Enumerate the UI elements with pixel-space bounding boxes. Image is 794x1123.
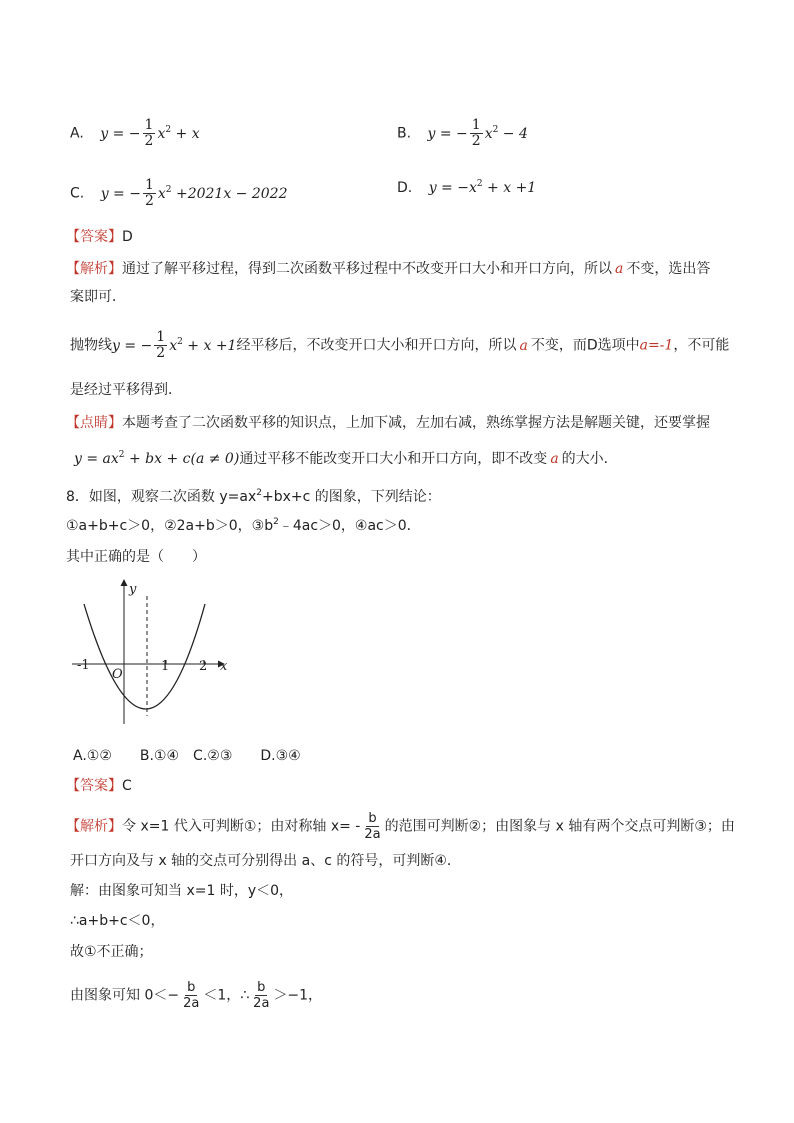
comment-label: 【点睛】 [66, 415, 122, 431]
answer-label: 【答案】 [66, 229, 122, 245]
comment-text: 的大小． [561, 451, 618, 467]
option-c-den: 2 [144, 193, 154, 209]
y-axis-label: y [129, 582, 137, 597]
tick-label-2: 2 [199, 659, 208, 674]
q8-text: ①a+b+c＞0，②2a+b＞0，③b [66, 518, 274, 534]
formula-part2: + bx + c(a ≠ 0) [124, 451, 240, 467]
general-formula [74, 451, 239, 467]
option-b-prefix: y = − [427, 125, 468, 142]
formula-tail: x [169, 337, 178, 354]
option-a-tail: x [157, 125, 166, 142]
frac-den: 2a [253, 996, 270, 1011]
tick-label-1: 1 [161, 659, 170, 674]
comment-q7-line2 [74, 449, 618, 469]
q8-stem-line1 [66, 487, 441, 507]
var-a: a [550, 451, 559, 467]
analysis-label: 【解析】 [66, 261, 122, 277]
answer-label: 【答案】 [66, 778, 122, 794]
answer-value: C [122, 778, 132, 794]
option-d-exp: 2 [476, 179, 483, 189]
tick-label-neg1: -1 [77, 658, 90, 673]
analysis-q8-line4: ∴a+b+c＜0， [70, 913, 165, 929]
parabola-formula [112, 329, 237, 361]
q8-options: A.①② B.①④ C.②③ D.③④ [73, 748, 301, 764]
frac-den: 2a [183, 996, 200, 1011]
option-d-text2: + x +1 [482, 180, 537, 196]
formula-exp: 2 [177, 336, 183, 347]
comment-q7-line1 [66, 413, 710, 433]
option-a-label: A. [70, 125, 84, 142]
analysis-text: 由图象可知 0＜− [70, 987, 180, 1004]
frac-den: 2 [156, 345, 166, 361]
answer-q7 [66, 227, 133, 247]
option-c-prefix: y = − [100, 185, 141, 202]
analysis-q7-line1 [66, 259, 710, 279]
answer-value: D [122, 229, 133, 245]
option-a [70, 118, 200, 149]
q8-stem-line3: 其中正确的是（ ） [66, 549, 206, 565]
analysis-text: 不变，而D选项中 [530, 337, 640, 354]
frac-num: b [187, 980, 196, 995]
analysis-text: ，不可能 [673, 337, 730, 354]
analysis-text: 的范围可判断②；由图象与 x 轴有两个交点可判断③；由 [384, 818, 735, 835]
option-c-tail2: +2021x − 2022 [171, 185, 288, 202]
var-a: a [615, 261, 624, 277]
option-c-formula [100, 177, 288, 209]
q8-text: 8．如图，观察二次函数 y=ax [66, 489, 257, 505]
option-c-label: C. [70, 185, 85, 202]
option-b-tail2: − 4 [498, 125, 528, 142]
comment-text: 本题考查了二次函数平移的知识点，上加下减，左加右减，熟练掌握方法是解题关键，还要掌握 [122, 415, 710, 431]
option-d [397, 178, 536, 198]
option-c [70, 178, 288, 209]
analysis-text: 不变，选出答 [626, 261, 711, 277]
option-d-label: D. [397, 180, 413, 196]
option-c-num: 1 [144, 177, 154, 193]
analysis-text: 令 x=1 代入可判断①；由对称轴 x= - [122, 818, 361, 835]
analysis-q7-line4: 是经过平移得到． [70, 382, 182, 398]
analysis-text: 经平移后，不改变开口大小和开口方向，所以 [236, 337, 517, 354]
q8-text: ﹣4ac＞0，④ac＞0． [278, 518, 421, 534]
option-c-exp: 2 [165, 184, 172, 195]
frac-num: 1 [156, 329, 166, 345]
option-a-prefix: y = − [100, 125, 141, 142]
option-a-tail2: + x [171, 125, 200, 142]
analysis-label: 【解析】 [66, 818, 122, 835]
parabola-curve [84, 604, 208, 709]
analysis-q8-line3: 解：由图象可知当 x=1 时，y＜0， [70, 883, 294, 899]
formula-prefix: y = − [112, 337, 153, 354]
option-a-formula [100, 117, 200, 149]
analysis-q8-line5: 故①不正确； [70, 944, 153, 960]
frac-num: b [257, 980, 266, 995]
frac-den: 2a [364, 827, 381, 842]
analysis-q7-line2: 案即可． [70, 289, 126, 305]
parabola-graph [68, 574, 236, 732]
analysis-text: ＞−1， [273, 987, 323, 1004]
analysis-text: ＜1，∴ [203, 987, 250, 1004]
option-b-formula [427, 117, 528, 149]
analysis-q8-line6 [70, 980, 322, 1011]
option-d-text1: y = −x [428, 180, 477, 196]
analysis-q8-line2: 开口方向及与 x 轴的交点可分别得出 a、c 的符号，可判断④． [70, 853, 461, 869]
comment-text: 通过平移不能改变开口大小和开口方向，即不改变 [239, 451, 548, 467]
option-b-label: B. [397, 125, 412, 142]
option-b-tail: x [484, 125, 493, 142]
y-axis-arrow [121, 579, 128, 586]
option-a-exp: 2 [165, 124, 172, 135]
option-d-formula [429, 180, 537, 196]
var-a: a [519, 337, 528, 354]
frac-num: b [368, 811, 377, 826]
analysis-text: 抛物线 [70, 337, 112, 354]
option-a-num: 1 [144, 117, 154, 133]
analysis-text: 通过了解平移过程，得到二次函数平移过程中不改变开口大小和开口方向，所以 [122, 261, 612, 277]
formula-tail2: + x +1 [182, 337, 237, 354]
analysis-q8-line1 [66, 811, 735, 842]
option-c-tail: x [157, 185, 166, 202]
q8-exp: 2 [273, 517, 279, 527]
x-axis-label: x [220, 659, 228, 674]
answer-q8 [66, 776, 132, 796]
q8-stem-line2 [66, 516, 421, 536]
option-b-den: 2 [471, 133, 481, 149]
q8-text: +bx+c 的图象，下列结论： [261, 489, 441, 505]
option-b [397, 118, 528, 149]
q8-exp: 2 [256, 488, 262, 498]
origin-label: O [112, 667, 123, 682]
var-a-value: a=-1 [639, 337, 674, 354]
formula-part1: y = ax [74, 451, 119, 467]
formula-exp: 2 [118, 450, 125, 460]
option-b-exp: 2 [492, 124, 499, 135]
option-b-num: 1 [471, 117, 481, 133]
analysis-q7-line3 [70, 330, 729, 361]
option-a-den: 2 [144, 133, 154, 149]
